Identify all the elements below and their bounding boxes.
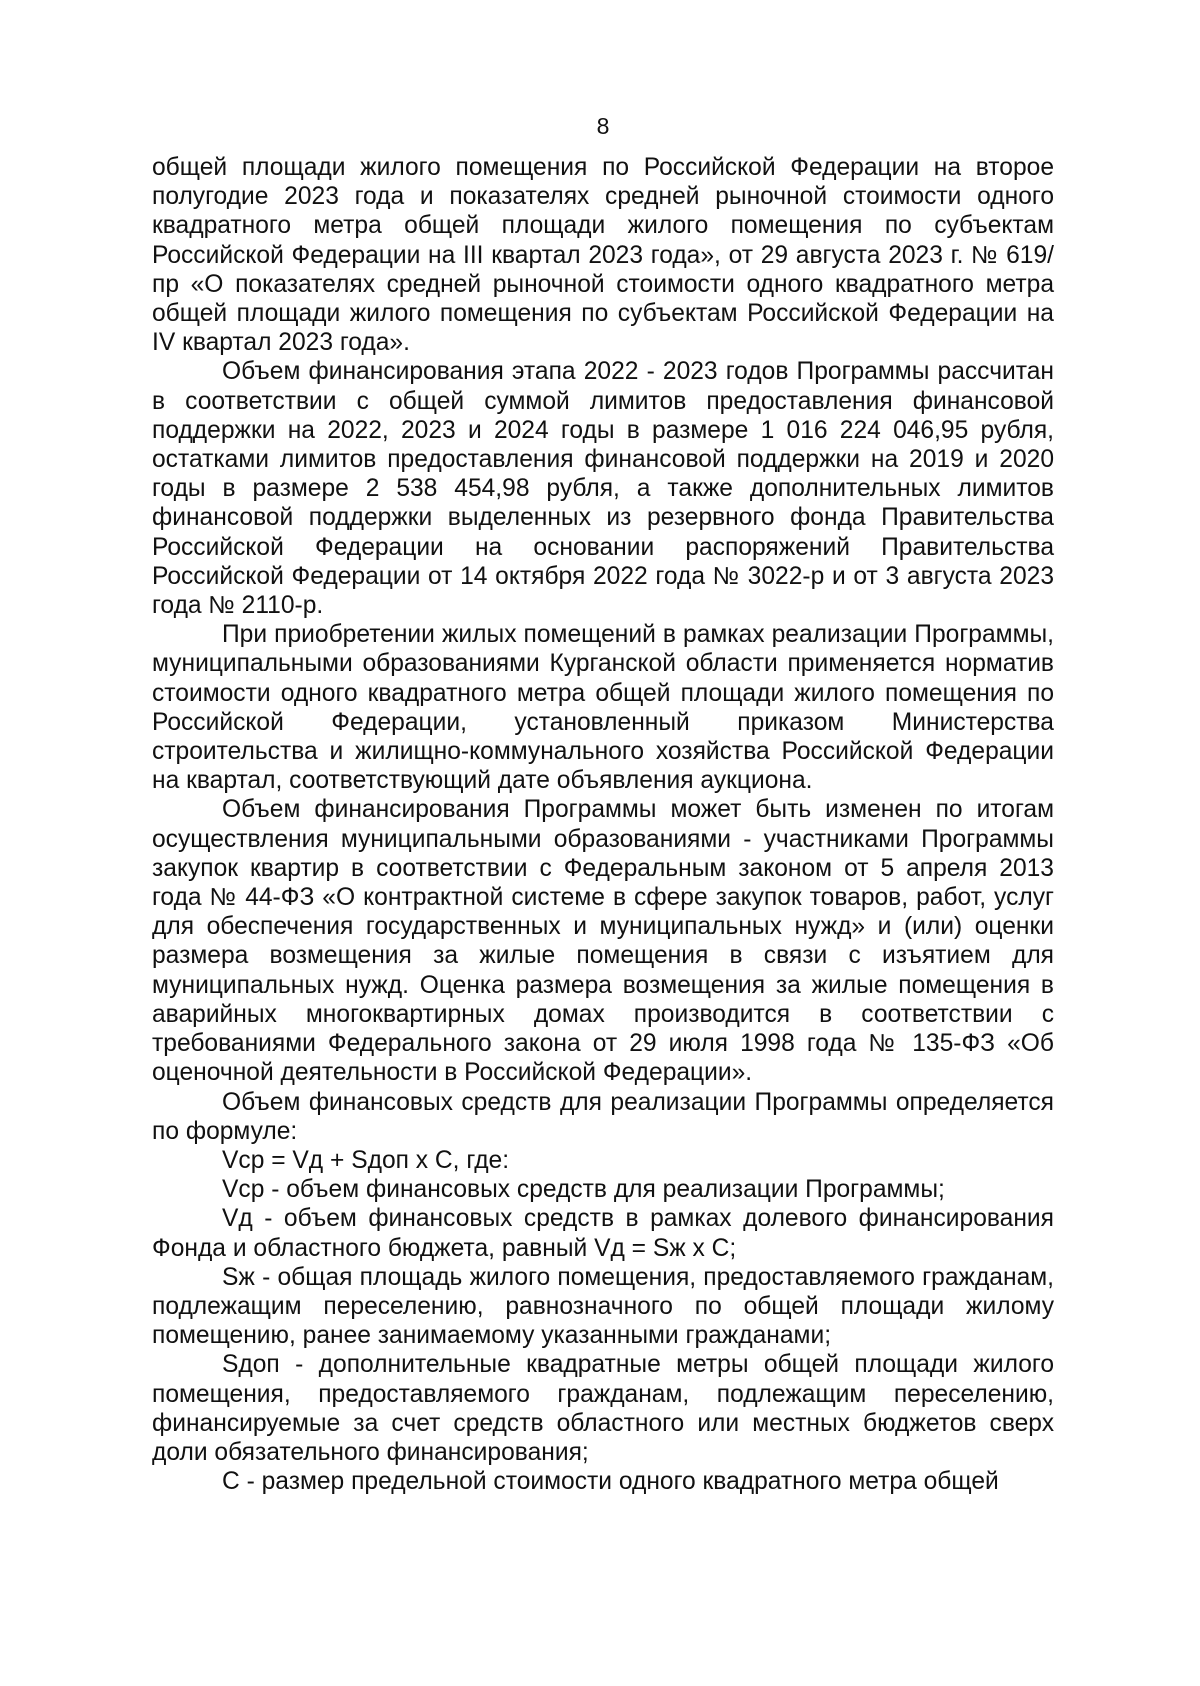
paragraph-1: общей площади жилого помещения по Российской Федерации на второе полугодие 2023 года и показателях средней рыночной стоимости одного квадратного метра общей площади жилого помещения по субъектам Российской Федерации на III квартал 2023 года», от 29 августа 2023 г. № 619/пр «О показателях средней рыночной стоимости одного квадратного метра общей площади жилого помещения по субъектам Российской Федерации на IV квартал 2023 года».	[152, 154, 1054, 357]
paragraph-5: Объем финансовых средств для реализации Программы определяется по формуле:	[152, 1088, 1054, 1145]
document-page	[152, 112, 1054, 1496]
definition-szh: Sж - общая площадь жилого помещения, предоставляемого гражданам, подлежащим переселению, равнозначного по общей площади жилому помещению, ранее занимаемому указанными гражданами;	[152, 1263, 1054, 1350]
paragraph-3: При приобретении жилых помещений в рамках реализации Программы, муниципальными образованиями Курганской области применяется норматив стоимости одного квадратного метра общей площади жилого помещения по Российской Федерации, установленный приказом Министерства строительства и жилищно-коммунального хозяйства Российской Федерации на квартал, соответствующий дате объявления аукциона.	[152, 621, 1054, 795]
definition-vd: Vд - объем финансовых средств в рамках долевого финансирования Фонда и областного бюджета, равный Vд = Sж x С;	[152, 1205, 1054, 1262]
paragraph-4: Объем финансирования Программы может быть изменен по итогам осуществления муниципальными образованиями - участниками Программы закупок квартир в соответствии с Федеральным законом от 5 апреля 2013 года № 44-ФЗ «О контрактной системе в сфере закупок товаров, работ, услуг для обеспечения государственных и муниципальных нужд» и (или) оценки размера возмещения за жилые помещения в связи с изъятием для муниципальных нужд. Оценка размера возмещения за жилые помещения в аварийных многоквартирных домах производится в соответствии с требованиями Федерального закона от 29 июля 1998 года № 135-ФЗ «Об оценочной деятельности в Российской Федерации».	[152, 796, 1054, 1087]
formula: Vср = Vд + Sдоп x С, где:	[222, 1146, 510, 1174]
paragraph-2: Объем финансирования этапа 2022 - 2023 годов Программы рассчитан в соответствии с общей суммой лимитов предоставления финансовой поддержки на 2022, 2023 и 2024 годы в размере 1 016 224 046,95 рубля, остатками лимитов предоставления финансовой поддержки на 2019 и 2020 годы в размере 2 538 454,98 рубля, а также дополнительных лимитов финансовой поддержки выделенных из резервного фонда Правительства Российской Федерации на основании распоряжений Правительства Российской Федерации от 14 октября 2022 года № 3022-р и от 3 августа 2023 года № 2110-р.	[152, 358, 1054, 620]
definition-sdop: Sдоп - дополнительные квадратные метры общей площади жилого помещения, предоставляемого гражданам, подлежащим переселению, финансируемые за счет средств областного или местных бюджетов сверх доли обязательного финансирования;	[152, 1351, 1054, 1466]
definition-c: С - размер предельной стоимости одного квадратного метра общей	[222, 1468, 999, 1496]
definition-vcp: Vср - объем финансовых средств для реализации Программы;	[222, 1176, 945, 1204]
page-number: 8	[596, 113, 610, 139]
